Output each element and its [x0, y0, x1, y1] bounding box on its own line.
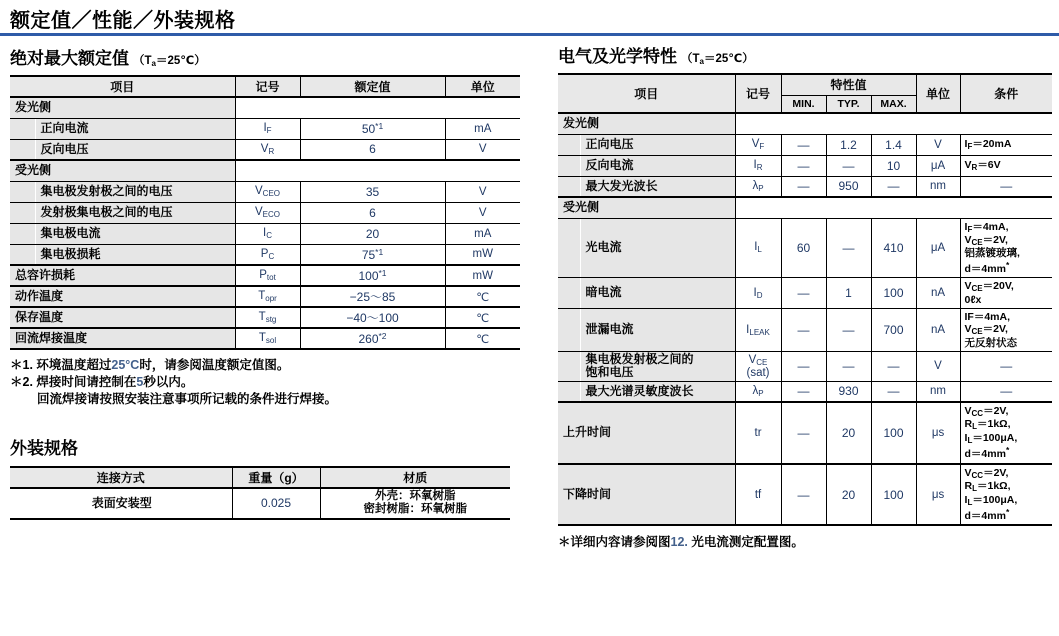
- symbol-header: 记号: [735, 74, 781, 113]
- indent-gutter: [10, 223, 35, 244]
- item-label: 最大光谱灵敏度波长: [580, 381, 735, 402]
- rating-value-cell: 50$^{*1}$: [300, 118, 445, 139]
- condition-cell: $V_{CC}=2V$, $R_L=1k\Omega$, $I_L=100\mu A$, d＝4mm*: [960, 402, 1052, 464]
- ext-spec-title: 外装规格: [10, 438, 78, 458]
- typ-header: TYP.: [826, 95, 871, 113]
- item-label: 正向电流: [35, 118, 235, 139]
- elec-title-text: 电气及光学特性: [558, 47, 677, 66]
- condition-cell: $V_{CE}=20V$, 0ℓx: [960, 278, 1052, 309]
- item-label: 回流焊接温度: [10, 328, 235, 349]
- symbol-cell: $I_C$: [235, 223, 300, 244]
- abs-max-title-text: 绝对最大额定值: [10, 49, 129, 68]
- typ-value-cell: —: [826, 155, 871, 176]
- typ-value-cell: 1: [826, 278, 871, 309]
- unit-cell: mW: [445, 244, 520, 265]
- symbol-cell: tr: [735, 402, 781, 464]
- indent-gutter: [558, 352, 580, 381]
- indent-gutter: [10, 139, 35, 160]
- typ-value-cell: —: [826, 218, 871, 278]
- unit-cell: mA: [445, 223, 520, 244]
- typ-value-cell: 1.2: [826, 134, 871, 155]
- right-column: [558, 42, 1052, 550]
- rating-value-cell: −40～100: [300, 307, 445, 328]
- min-value-cell: —: [781, 464, 826, 526]
- page-title: 额定值／性能／外装规格: [10, 10, 236, 32]
- empty-cell: [235, 160, 520, 181]
- table-row: [10, 118, 520, 139]
- min-value-cell: —: [781, 155, 826, 176]
- unit-cell: V: [445, 202, 520, 223]
- elec-footnote: ＊详细内容请参阅图12. 光电流测定配置图。: [558, 535, 804, 550]
- note-2-continued: 回流焊接请按照安装注意事项所记载的条件进行焊接。: [37, 391, 338, 406]
- table-row: [10, 97, 520, 118]
- header-row: [10, 76, 520, 97]
- min-value-cell: 60: [781, 218, 826, 278]
- indent-gutter: [10, 118, 35, 139]
- max-value-cell: —: [871, 352, 916, 381]
- unit-cell: mW: [445, 265, 520, 286]
- left-column: [10, 44, 520, 520]
- max-value-cell: —: [871, 381, 916, 402]
- symbol-cell: $T_{sol}$: [235, 328, 300, 349]
- typ-value-cell: 20: [826, 402, 871, 464]
- unit-cell: nA: [916, 278, 960, 309]
- rating-value-cell: 6: [300, 139, 445, 160]
- header-row: [10, 467, 510, 488]
- indent-gutter: [558, 381, 580, 402]
- table-row: [558, 113, 1052, 134]
- typ-value-cell: 20: [826, 464, 871, 526]
- symbol-cell: $V_F$: [735, 134, 781, 155]
- max-value-cell: —: [871, 176, 916, 197]
- unit-cell: μA: [916, 155, 960, 176]
- section-label: 发光侧: [10, 97, 235, 118]
- unit-cell: nm: [916, 176, 960, 197]
- min-value-cell: —: [781, 278, 826, 309]
- condition-cell: $V_{CC}=2V$, $R_L=1k\Omega$, $I_L=100\mu A$, d＝4mm*: [960, 464, 1052, 526]
- condition-cell: —: [960, 176, 1052, 197]
- symbol-cell: $P_{tot}$: [235, 265, 300, 286]
- max-value-cell: 700: [871, 308, 916, 351]
- table-row: [10, 307, 520, 328]
- condition-cell: $I_F=4mA$, $V_{CE}=2V$, 铝蒸镀玻璃, d＝4mm*: [960, 218, 1052, 278]
- table-row: [10, 139, 520, 160]
- unit-cell: V: [916, 352, 960, 381]
- abs-max-title: [10, 44, 520, 69]
- note-2: ＊2. 焊接时间请控制在5秒以内。: [10, 374, 194, 389]
- unit-header: 单位: [916, 74, 960, 113]
- table-row: [10, 223, 520, 244]
- unit-cell: nm: [916, 381, 960, 402]
- table-row: [10, 202, 520, 223]
- rating-value-cell: 260$^{*2}$: [300, 328, 445, 349]
- min-header: MIN.: [781, 95, 826, 113]
- unit-cell: μs: [916, 402, 960, 464]
- min-value-cell: —: [781, 134, 826, 155]
- symbol-cell: $I_F$: [235, 118, 300, 139]
- item-label: 发射极集电极之间的电压: [35, 202, 235, 223]
- symbol-cell: $V_{CE}$ (sat): [735, 352, 781, 381]
- symbol-cell: $\lambda_P$: [735, 176, 781, 197]
- condition-cell: IF＝4mA, $V_{CE}=2V$, 无反射状态: [960, 308, 1052, 351]
- item-header: 项目: [10, 76, 235, 97]
- item-label: 反向电压: [35, 139, 235, 160]
- typ-value-cell: 950: [826, 176, 871, 197]
- empty-cell: [235, 97, 520, 118]
- indent-gutter: [10, 202, 35, 223]
- item-label: 动作温度: [10, 286, 235, 307]
- table-row: [10, 160, 520, 181]
- max-value-cell: 100: [871, 402, 916, 464]
- rating-value-cell: 6: [300, 202, 445, 223]
- unit-cell: μA: [916, 218, 960, 278]
- unit-cell: nA: [916, 308, 960, 351]
- item-label: 光电流: [580, 218, 735, 278]
- table-row: [558, 381, 1052, 402]
- condition-header: 条件: [960, 74, 1052, 113]
- symbol-cell: $T_{opr}$: [235, 286, 300, 307]
- indent-gutter: [558, 218, 580, 278]
- symbol-cell: $V_{ECO}$: [235, 202, 300, 223]
- ext-spec-table: [10, 466, 510, 521]
- symbol-cell: $V_{CEO}$: [235, 181, 300, 202]
- min-value-cell: —: [781, 176, 826, 197]
- weight-header: 重量（g）: [232, 467, 320, 488]
- item-label: 最大发光波长: [580, 176, 735, 197]
- table-row: [558, 155, 1052, 176]
- table-row: [558, 197, 1052, 218]
- unit-cell: V: [445, 181, 520, 202]
- ext-spec-table-body: [10, 488, 510, 520]
- abs-max-notes: [10, 357, 520, 408]
- rating-value-cell: 20: [300, 223, 445, 244]
- item-header: 项目: [558, 74, 735, 113]
- item-label: 集电极损耗: [35, 244, 235, 265]
- table-row: [10, 244, 520, 265]
- item-label: 上升时间: [558, 402, 735, 464]
- item-label: 泄漏电流: [580, 308, 735, 351]
- item-label: 保存温度: [10, 307, 235, 328]
- symbol-cell: $T_{stg}$: [235, 307, 300, 328]
- abs-max-condition: $(T_a=25℃)$: [133, 55, 206, 68]
- symbol-cell: $I_R$: [735, 155, 781, 176]
- rating-value-cell: 100$^{*1}$: [300, 265, 445, 286]
- elec-condition: $(T_a=25℃)$: [681, 53, 754, 66]
- table-row: [558, 278, 1052, 309]
- min-value-cell: —: [781, 308, 826, 351]
- header-row: [558, 74, 1052, 95]
- indent-gutter: [558, 134, 580, 155]
- indent-gutter: [558, 308, 580, 351]
- unit-cell: ℃: [445, 286, 520, 307]
- max-value-cell: 10: [871, 155, 916, 176]
- indent-gutter: [558, 176, 580, 197]
- rating-value-cell: 35: [300, 181, 445, 202]
- section-label: 发光侧: [558, 113, 735, 134]
- table-row: [558, 402, 1052, 464]
- abs-max-table: [10, 75, 520, 350]
- min-value-cell: —: [781, 402, 826, 464]
- symbol-cell: $P_C$: [235, 244, 300, 265]
- abs-max-table-head: [10, 76, 520, 97]
- elec-title: [558, 42, 1052, 67]
- empty-cell: [735, 113, 1052, 134]
- condition-cell: —: [960, 352, 1052, 381]
- elec-table: [558, 73, 1052, 526]
- item-label: 集电极发射极之间的 饱和电压: [580, 352, 735, 381]
- item-label: 反向电流: [580, 155, 735, 176]
- note-1: ＊1. 环境温度超过25°C时，请参阅温度额定值图。: [10, 358, 290, 372]
- rating-header: 额定值: [300, 76, 445, 97]
- item-label: 下降时间: [558, 464, 735, 526]
- item-label: 集电极电流: [35, 223, 235, 244]
- item-label: 暗电流: [580, 278, 735, 309]
- unit-header: 单位: [445, 76, 520, 97]
- indent-gutter: [558, 278, 580, 309]
- material-cell: 外壳：环氧树脂 密封树脂：环氧树脂: [320, 488, 510, 520]
- abs-max-table-body: [10, 97, 520, 349]
- table-row: [558, 176, 1052, 197]
- item-label: 正向电压: [580, 134, 735, 155]
- condition-cell: —: [960, 381, 1052, 402]
- typ-value-cell: —: [826, 308, 871, 351]
- mount-header: 连接方式: [10, 467, 232, 488]
- typ-value-cell: —: [826, 352, 871, 381]
- unit-cell: mA: [445, 118, 520, 139]
- max-value-cell: 410: [871, 218, 916, 278]
- table-row: [10, 181, 520, 202]
- indent-gutter: [10, 181, 35, 202]
- max-value-cell: 1.4: [871, 134, 916, 155]
- ext-spec-table-head: [10, 467, 510, 488]
- min-value-cell: —: [781, 352, 826, 381]
- unit-cell: ℃: [445, 307, 520, 328]
- typ-value-cell: 930: [826, 381, 871, 402]
- symbol-cell: $I_L$: [735, 218, 781, 278]
- item-label: 总容许损耗: [10, 265, 235, 286]
- symbol-cell: $I_D$: [735, 278, 781, 309]
- characteristic-values-header: 特性值: [781, 74, 916, 95]
- title-underline: [0, 33, 1059, 36]
- table-row: [10, 328, 520, 349]
- unit-cell: V: [916, 134, 960, 155]
- rating-value-cell: −25～85: [300, 286, 445, 307]
- condition-cell: $I_F=20mA$: [960, 134, 1052, 155]
- unit-cell: ℃: [445, 328, 520, 349]
- symbol-cell: tf: [735, 464, 781, 526]
- max-header: MAX.: [871, 95, 916, 113]
- symbol-cell: $I_{LEAK}$: [735, 308, 781, 351]
- unit-cell: μs: [916, 464, 960, 526]
- indent-gutter: [558, 155, 580, 176]
- empty-cell: [735, 197, 1052, 218]
- max-value-cell: 100: [871, 278, 916, 309]
- table-row: [558, 218, 1052, 278]
- table-row: [558, 352, 1052, 381]
- elec-table-body: [558, 113, 1052, 525]
- section-label: 受光侧: [10, 160, 235, 181]
- elec-table-head: [558, 74, 1052, 113]
- table-row: [558, 308, 1052, 351]
- min-value-cell: —: [781, 381, 826, 402]
- mount-type-cell: 表面安装型: [10, 488, 232, 520]
- rating-value-cell: 75$^{*1}$: [300, 244, 445, 265]
- table-row: [10, 488, 510, 520]
- table-row: [10, 286, 520, 307]
- symbol-cell: $\lambda_P$: [735, 381, 781, 402]
- item-label: 集电极发射极之间的电压: [35, 181, 235, 202]
- max-value-cell: 100: [871, 464, 916, 526]
- section-label: 受光侧: [558, 197, 735, 218]
- symbol-header: 记号: [235, 76, 300, 97]
- table-row: [558, 464, 1052, 526]
- symbol-cell: $V_R$: [235, 139, 300, 160]
- material-header: 材质: [320, 467, 510, 488]
- weight-cell: 0.025: [232, 488, 320, 520]
- condition-cell: $V_R=6V$: [960, 155, 1052, 176]
- table-row: [558, 134, 1052, 155]
- table-row: [10, 265, 520, 286]
- indent-gutter: [10, 244, 35, 265]
- unit-cell: V: [445, 139, 520, 160]
